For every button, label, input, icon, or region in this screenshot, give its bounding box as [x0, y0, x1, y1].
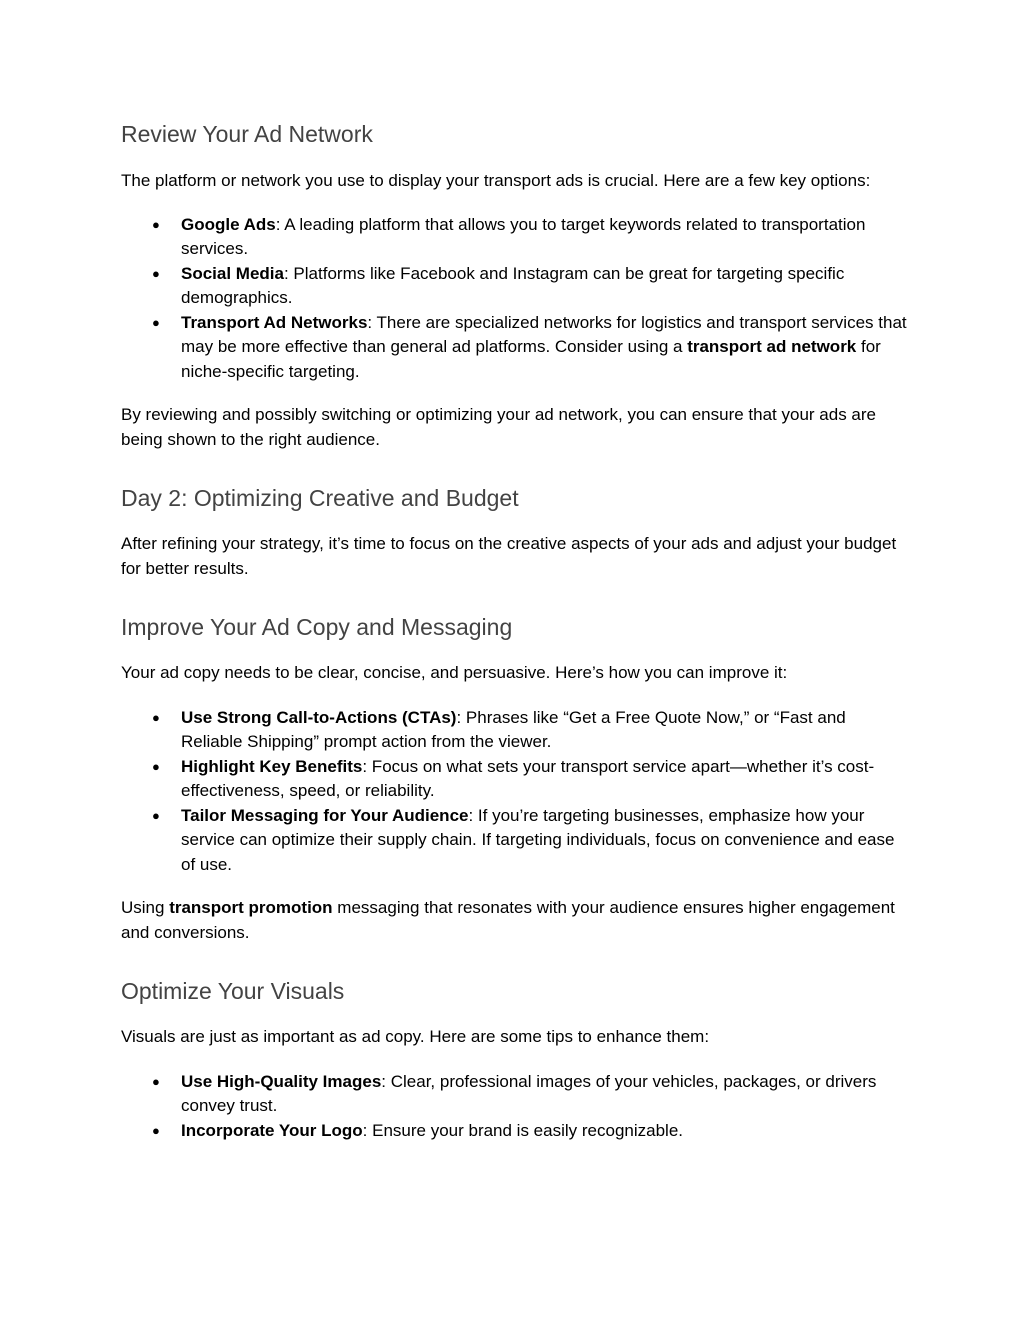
- list-item-text: : There are specialized networks for logistics and transport services that may be more effective than general ad platforms. Consider using a: [181, 312, 907, 356]
- list-item-google-ads: [121, 213, 911, 262]
- list-item-transport-ad-networks: [121, 311, 911, 385]
- section-heading-day2: Day 2: Optimizing Creative and Budget: [121, 485, 519, 511]
- list-item-text: : A leading platform that allows you to target keywords related to transportation services.: [181, 214, 866, 258]
- section-heading-ad-copy: Improve Your Ad Copy and Messaging: [121, 614, 513, 640]
- paragraph-day2-intro: After refining your strategy, it’s time to focus on the creative aspects of your ads and adjust your budget for better results.: [121, 534, 897, 578]
- list-item-text: : Platforms like Facebook and Instagram can be great for targeting specific demographics.: [181, 263, 845, 307]
- list-item-text: : Phrases like “Get a Free Quote Now,” or “Fast and Reliable Shipping” prompt action from the viewer.: [181, 707, 846, 751]
- list-item-term: Incorporate Your Logo: [181, 1120, 363, 1140]
- list-item-term: Social Media: [181, 263, 284, 283]
- list-item-text: : Focus on what sets your transport service apart—whether it’s cost-effectiveness, speed, or reliability.: [181, 756, 875, 800]
- list-item-social-media: [121, 262, 911, 311]
- bullet-icon: ●: [152, 265, 160, 281]
- bullet-icon: ●: [152, 758, 160, 774]
- ad-copy-tips-list: [121, 706, 911, 878]
- list-item-term: Tailor Messaging for Your Audience: [181, 805, 469, 825]
- list-item-term-inline: transport ad network: [687, 337, 857, 356]
- list-item-ctas: [121, 706, 911, 755]
- list-item-term: Google Ads: [181, 214, 276, 234]
- bullet-icon: ●: [152, 807, 160, 823]
- paragraph-copy-intro: Your ad copy needs to be clear, concise, and persuasive. Here’s how you can improve it:: [121, 663, 788, 682]
- list-item-text-tail: for niche-specific targeting.: [181, 337, 881, 381]
- list-item-key-benefits: [121, 755, 911, 804]
- bullet-icon: ●: [152, 1073, 160, 1089]
- list-item-logo: [121, 1119, 911, 1144]
- section-heading-review-ad-network: Review Your Ad Network: [121, 121, 373, 147]
- section-heading-visuals: Optimize Your Visuals: [121, 978, 345, 1004]
- paragraph-review-intro: The platform or network you use to display your transport ads is crucial. Here are a few key options:: [121, 171, 871, 190]
- paragraph-visuals-intro: Visuals are just as important as ad copy. Here are some tips to enhance them:: [121, 1027, 710, 1046]
- paragraph-review-closing: By reviewing and possibly switching or optimizing your ad network, you can ensure that your ads are being shown to the right audience.: [121, 405, 876, 449]
- closing-suffix: messaging that resonates with your audience ensures higher engagement and conversions.: [121, 898, 895, 942]
- list-item-text: : Clear, professional images of your vehicles, packages, or drivers convey trust.: [181, 1071, 877, 1115]
- bullet-icon: ●: [152, 1122, 160, 1138]
- list-item-term: Transport Ad Networks: [181, 312, 368, 332]
- paragraph-copy-closing: [121, 896, 911, 945]
- bullet-icon: ●: [152, 709, 160, 725]
- closing-prefix: Using: [121, 898, 170, 917]
- list-item-term: Use Strong Call-to-Actions (CTAs): [181, 707, 457, 727]
- list-item-text: : If you’re targeting businesses, emphasize how your service can optimize their supply chain. If targeting individuals, focus on convenience and ease of use.: [181, 805, 895, 874]
- ad-network-options-list: [121, 213, 911, 385]
- list-item-tailor-messaging: [121, 804, 911, 878]
- closing-term: transport promotion: [169, 898, 333, 917]
- bullet-icon: ●: [152, 314, 160, 330]
- visual-tips-list: [121, 1070, 911, 1144]
- list-item-term: Highlight Key Benefits: [181, 756, 363, 776]
- document-page: [121, 118, 911, 1143]
- list-item-term: Use High-Quality Images: [181, 1071, 382, 1091]
- bullet-icon: ●: [152, 216, 160, 232]
- list-item-text: : Ensure your brand is easily recognizable.: [362, 1120, 683, 1140]
- list-item-high-quality-images: [121, 1070, 911, 1119]
